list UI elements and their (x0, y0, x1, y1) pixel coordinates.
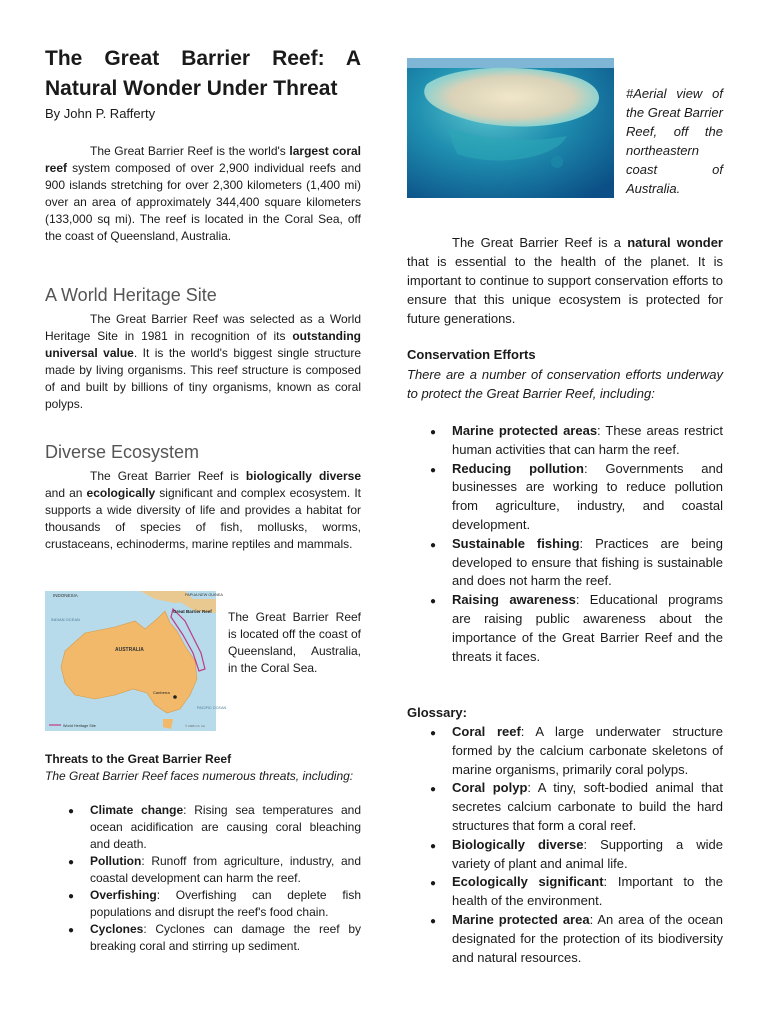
glossary-item (407, 911, 723, 967)
bullet-icon: ● (430, 728, 437, 739)
bullet-icon: ● (68, 857, 75, 868)
australia-map-image (45, 591, 227, 731)
glossary-item (407, 836, 723, 874)
aerial-horizon (407, 58, 614, 68)
threats-list (45, 802, 361, 955)
conservation-heading: Conservation Efforts (407, 347, 536, 362)
conservation-item (407, 460, 723, 535)
ecosystem-text-1: The Great Barrier Reef is (90, 469, 246, 483)
aerial-reef-photo (407, 58, 614, 198)
map-label-pacific: PACIFIC OCEAN (197, 706, 227, 710)
conservation-item (407, 422, 723, 460)
wonder-text-2: that is essential to the health of the planet. It is important to continue to support conservation efforts to ensure that this unique ecosystem is protected for future generations. (407, 254, 723, 326)
wonder-bold-1: natural wonder (627, 235, 723, 250)
list-item-term: Coral reef (452, 724, 521, 739)
list-item-term: Cyclones (90, 922, 144, 936)
list-item-text: : Educational programs are raising public awareness about the importance of the Great Barrier Reef and the threats it faces. (452, 592, 723, 664)
map-label-australia: AUSTRALIA (115, 647, 144, 653)
bullet-icon: ● (68, 891, 75, 902)
glossary-item (407, 779, 723, 835)
list-item-term: Sustainable fishing (452, 535, 580, 551)
list-item-text: : Practices are being developed to ensure that fishing is sustainable and does not harm the reef. (452, 535, 723, 589)
threat-item (45, 802, 361, 853)
aerial-patch-reef (551, 156, 563, 168)
intro-bold-1: largest coral reef (45, 144, 361, 175)
list-item-text: : Governments and businesses are working to reduce pollution from agriculture, industry, and coastal development. (452, 460, 723, 532)
list-item-text: : An area of the ocean designated for the protection of its biodiversity and natural resources. (452, 911, 723, 965)
map-label-canberra: Canberra (153, 690, 170, 695)
threat-item (45, 853, 361, 887)
wonder-paragraph (407, 233, 723, 328)
intro-paragraph (45, 143, 361, 245)
page-title: The Great Barrier Reef: A Natural Wonder Under Threat (45, 47, 361, 100)
list-item-term: Coral polyp (452, 780, 528, 796)
list-item-text: : A large underwater structure formed by the calcium carbonate skeletons of marine organisms, primarily coral polyps. (452, 724, 723, 777)
list-item-term: Marine protected area (452, 911, 590, 927)
list-item-term: Ecologically significant (452, 874, 604, 890)
aerial-caption: #Aerial view of the Great Barrier Reef, off the northeastern coast of Australia. (626, 86, 723, 196)
heritage-text-1: The Great Barrier Reef was selected as a World Heritage Site in 1981 in recognition of its (45, 312, 361, 343)
threat-item (45, 887, 361, 921)
list-item-term: Climate change (90, 803, 184, 817)
conservation-item (407, 591, 723, 666)
list-item-text: : Supporting a wide variety of plant and animal life. (452, 836, 724, 871)
list-item-term: Overfishing (90, 888, 157, 902)
glossary-item (407, 873, 723, 911)
list-item-text: : These areas restrict human activities that can harm the reef. (452, 423, 723, 457)
ecosystem-paragraph (45, 468, 361, 553)
bullet-icon: ● (430, 840, 437, 852)
bullet-icon: ● (68, 925, 75, 936)
ecosystem-heading: Diverse Ecosystem (45, 442, 200, 462)
threats-intro: The Great Barrier Reef faces numerous threats, including: (45, 769, 354, 783)
list-item-text: : Overfishing can deplete fish populations and disrupt the reef's food chain. (90, 888, 361, 919)
glossary-item (407, 723, 723, 779)
list-item-text: : Important to the health of the environment. (452, 874, 723, 909)
list-item-term: Reducing pollution (452, 460, 584, 476)
bullet-icon: ● (430, 464, 437, 476)
ecosystem-text-3: significant and complex ecosystem. It supports a wide diversity of life and provides a habitat for thousands of species of fish, mollusks, worms, crustaceans, echinoderms, marine reptiles and mammals. (45, 486, 361, 551)
map-credit: © 2005 Ch. Inc. (185, 724, 206, 728)
list-item-text: : Runoff from agriculture, industry, and coastal development can harm the reef. (90, 854, 361, 885)
bullet-icon: ● (430, 915, 437, 927)
list-item-term: Pollution (90, 854, 142, 868)
threat-item (45, 921, 361, 955)
intro-text-2: system composed of over 2,900 individual reefs and 900 islands stretching for over 2,300 kilometers (1,400 mi) over an area of approximately 344,400 square kilometers (133,000 sq mi). The reef is located in the Coral Sea, off the coast of Queensland, Australia. (45, 161, 361, 243)
conservation-intro: There are a number of conservation efforts underway to protect the Great Barrier Reef, including: (407, 367, 723, 401)
bullet-icon: ● (430, 878, 437, 890)
list-item-text: : A tiny, soft-bodied animal that secretes calcium carbonate to build the hard structures that form a coral reef. (452, 780, 723, 833)
bullet-icon: ● (430, 596, 437, 608)
map-label-gbr: Great Barrier Reef (173, 609, 212, 614)
threats-heading: Threats to the Great Barrier Reef (45, 752, 232, 766)
list-item-text: : Cyclones can damage the reef by breaking coral and stirring up sediment. (90, 922, 361, 953)
bullet-icon: ● (430, 427, 437, 438)
intro-text-1: The Great Barrier Reef is the world's (90, 144, 290, 158)
map-label-indian-ocean: INDIAN OCEAN (51, 617, 80, 622)
map-label-png: PAPUA NEW GUINEA (185, 593, 223, 597)
bullet-icon: ● (68, 806, 75, 817)
list-item-term: Biologically diverse (452, 836, 584, 852)
heritage-bold-1: outstanding universal value (45, 329, 361, 360)
heritage-text-2: . It is the world's biggest single structure made by living organisms. This reef structure is composed of and built by billions of tiny organisms, known as coral polyps. (45, 346, 361, 411)
heritage-paragraph (45, 311, 361, 413)
map-caption: The Great Barrier Reef is located off the coast of Queensland, Australia, in the Coral Sea. (228, 610, 361, 675)
glossary-heading: Glossary: (407, 705, 467, 720)
byline: By John P. Rafferty (45, 106, 156, 121)
ecosystem-bold-2: ecologically (86, 486, 156, 500)
map-label-indonesia: INDONESIA (53, 593, 78, 598)
list-item-text: : Rising sea temperatures and ocean acidification are causing coral bleaching and death. (90, 803, 361, 851)
list-item-term: Marine protected areas (452, 423, 598, 438)
ecosystem-bold-1: biologically diverse (245, 469, 362, 483)
wonder-text-1: The Great Barrier Reef is a (452, 235, 628, 250)
conservation-list (407, 422, 723, 666)
bullet-icon: ● (430, 539, 437, 551)
ecosystem-text-2: and an (45, 486, 87, 500)
list-item-term: Raising awareness (452, 592, 576, 608)
heritage-heading: A World Heritage Site (45, 285, 217, 305)
conservation-item (407, 535, 723, 591)
map-legend-label: World Heritage Site (63, 724, 96, 728)
bullet-icon: ● (430, 784, 437, 796)
glossary-list (407, 723, 723, 967)
map-canberra-dot (173, 695, 177, 699)
